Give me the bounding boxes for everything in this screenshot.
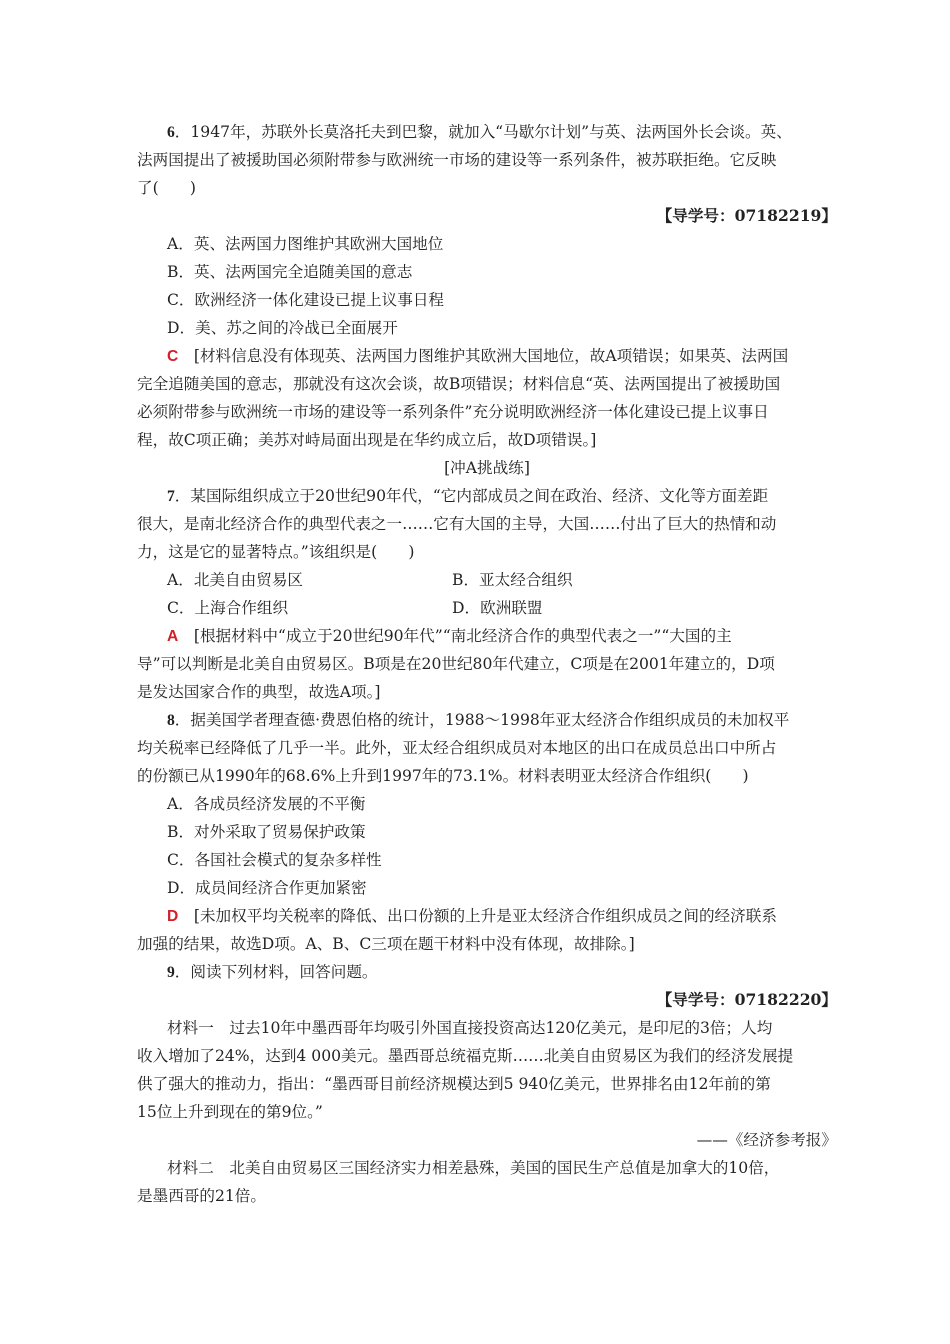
q8-answer: D — [167, 908, 179, 925]
q7-stem-line: 很大，是南北经济合作的典型代表之一……它有大国的主导，大国……付出了巨大的热情和动 — [137, 515, 777, 533]
q7-stem-line: 7．某国际组织成立于20世纪90年代，“它内部成员之间在政治、经济、文化等方面差距 — [167, 487, 769, 505]
q6-option-a: A．英、法两国力图维护其欧洲大国地位 — [167, 235, 444, 253]
q7-number: 7 — [167, 488, 175, 505]
q8-number: 8 — [167, 712, 175, 729]
q9-number: 9 — [167, 964, 175, 981]
q6-explanation-line: 必须附带参与欧洲统一市场的建设等一系列条件”充分说明欧洲经济一体化建设已提上议事日 — [137, 403, 769, 421]
q9-material-one-line: 材料一 过去10年中墨西哥年均吸引外国直接投资高达120亿美元，是印尼的3倍；人均 — [167, 1019, 773, 1037]
q7-option-a: A．北美自由贸易区 — [167, 571, 304, 589]
q8-explanation-line: D [未加权平均关税率的降低、出口份额的上升是亚太经济合作组织成员之间的经济联系 — [167, 907, 777, 925]
q7-explanation-line: 导”可以判断是北美自由贸易区。B项是在20世纪80年代建立，C项是在2001年建立的，D项 — [137, 655, 775, 673]
q6-stem-line: 法两国提出了被援助国必须附带参与欧洲统一市场的建设等一系列条件，被苏联拒绝。它反映 — [137, 151, 777, 169]
q8-option-c: C．各国社会模式的复杂多样性 — [167, 851, 382, 869]
q9-stem-line: 9．阅读下列材料，回答问题。 — [167, 963, 378, 981]
q6-explanation-line: 完全追随美国的意志，那就没有这次会谈，故B项错误；材料信息“英、法两国提出了被援助国 — [137, 375, 781, 393]
q6-guide-number: 【导学号：07182219】 — [656, 206, 837, 225]
q7-option-d: D．欧洲联盟 — [452, 599, 543, 617]
q7-explanation-line: A [根据材料中“成立于20世纪90年代”“南北经济合作的典型代表之一”“大国的主 — [167, 627, 732, 645]
q6-stem-line: 6．1947年，苏联外长莫洛托夫到巴黎，就加入“马歇尔计划”与英、法两国外长会谈。英、 — [167, 123, 792, 141]
q7-stem-line: 力，这是它的显著特点。”该组织是( ) — [137, 543, 415, 561]
q6-explanation-line: C [材料信息没有体现英、法两国力图维护其欧洲大国地位，故A项错误；如果英、法两国 — [167, 347, 789, 365]
q8-option-b: B．对外采取了贸易保护政策 — [167, 823, 366, 841]
q8-option-a: A．各成员经济发展的不平衡 — [167, 795, 366, 813]
q7-option-c: C．上海合作组织 — [167, 599, 289, 617]
q8-stem-line: 的份额已从1990年的68.6%上升到1997年的73.1%。材料表明亚太经济合作组织( ) — [137, 767, 749, 785]
q9-material-one-line: 供了强大的推动力，指出：“墨西哥目前经济规模达到5 940亿美元，世界排名由12年前的第 — [137, 1075, 771, 1093]
q6-option-d: D．美、苏之间的冷战已全面展开 — [167, 319, 398, 337]
q6-stem-line: 了( ) — [137, 179, 196, 197]
q6-answer: C — [167, 348, 179, 365]
q8-stem-line: 均关税率已经降低了几乎一半。此外，亚太经合组织成员对本地区的出口在成员总出口中所占 — [137, 739, 777, 757]
q9-material-two-line: 材料二 北美自由贸易区三国经济实力相差悬殊，美国的国民生产总值是加拿大的10倍， — [167, 1159, 780, 1177]
q6-option-b: B．英、法两国完全追随美国的意志 — [167, 263, 413, 281]
section-heading: [冲A挑战练] — [444, 459, 530, 477]
q9-guide-number: 【导学号：07182220】 — [656, 990, 837, 1009]
q8-stem-line: 8．据美国学者理查德·费恩伯格的统计，1988～1998年亚太经济合作组织成员的未加权平 — [167, 711, 790, 729]
q8-explanation-line: 加强的结果，故选D项。A、B、C三项在题干材料中没有体现，故排除。] — [137, 935, 635, 953]
q6-option-c: C．欧洲经济一体化建设已提上议事日程 — [167, 291, 445, 309]
q7-explanation-line: 是发达国家合作的典型，故选A项。] — [137, 683, 381, 701]
q6-number: 6 — [167, 124, 175, 141]
q9-source: ——《经济参考报》 — [696, 1131, 837, 1149]
q9-material-one-line: 15位上升到现在的第9位。” — [137, 1103, 323, 1121]
q7-answer: A — [167, 628, 179, 645]
q9-material-two-line: 是墨西哥的21倍。 — [137, 1187, 266, 1205]
q9-material-one-line: 收入增加了24%，达到4 000美元。墨西哥总统福克斯……北美自由贸易区为我们的经济发展提 — [137, 1047, 794, 1065]
q7-option-b: B．亚太经合组织 — [452, 571, 573, 589]
q8-option-d: D．成员间经济合作更加紧密 — [167, 879, 367, 897]
q6-explanation-line: 程，故C项正确；美苏对峙局面出现是在华约成立后，故D项错误。] — [137, 431, 597, 449]
